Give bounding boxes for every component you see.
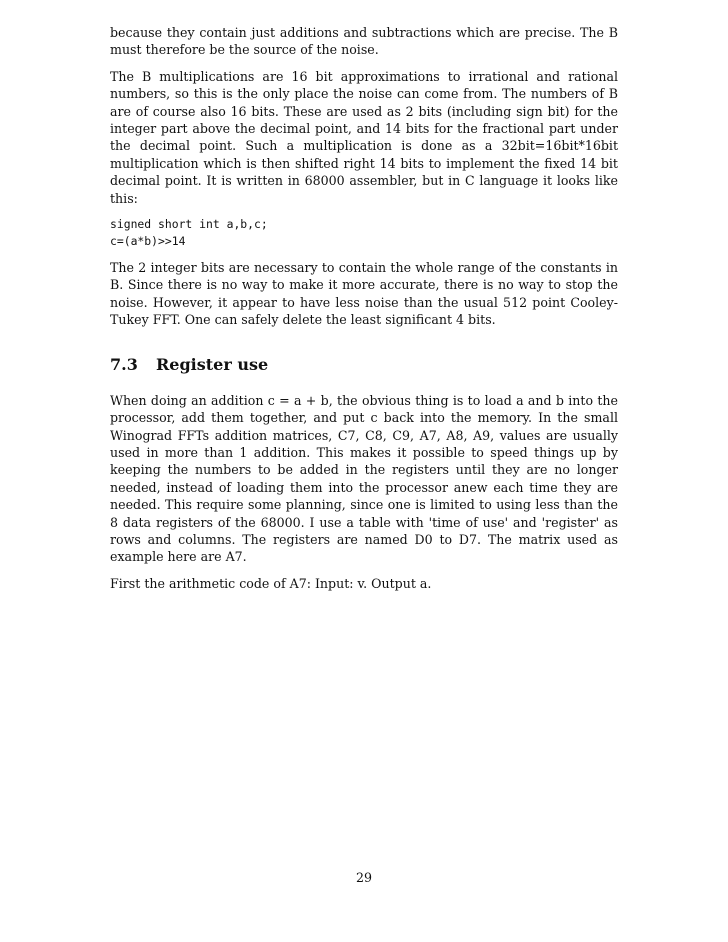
section-heading bbox=[110, 355, 618, 374]
page-number: 29 bbox=[355, 870, 373, 885]
paragraph-1: because they contain just additions and subtractions which are precise. The B must therefore be the source of the noise. bbox=[110, 25, 618, 58]
section-number: 7.3 bbox=[110, 354, 138, 374]
paragraph-2: The B multiplications are 16 bit approximations to irrational and rational numbers, so this is the only place the noise can come from. The numbers of B are of course also 16 bits. These are used as 2 bits (including sign bit) for the integer part above the decimal point, and 14 bits for the fractional part under the decimal point. Such a multiplication is done as a 32bit=16bit*16bit multiplication which is then shifted right 14 bits to implement the fixed 14 bit decimal point. It is written in 68000 assembler, but in C language it looks like this: bbox=[110, 68, 618, 206]
code-line-2: c=(a*b)>>14 bbox=[110, 234, 186, 249]
paragraph-5: First the arithmetic code of A7: Input: v. Output a. bbox=[110, 575, 432, 591]
page-body bbox=[110, 24, 618, 601]
paragraph-3: The 2 integer bits are necessary to contain the whole range of the constants in B. Since there is no way to make it more accurate, there is no way to stop the noise. However, it appear to have less noise than the usual 512 point Cooley-Tukey FFT. One can safely delete the least significant 4 bits. bbox=[110, 260, 618, 328]
section-title: Register use bbox=[156, 354, 269, 374]
code-block bbox=[110, 216, 618, 250]
code-line-1: signed short int a,b,c; bbox=[110, 217, 268, 232]
paragraph-4: When doing an addition c = a + b, the obvious thing is to load a and b into the processor, add them together, and put c back into the memory. In the small Winograd FFTs addition matrices, C7, C8, C9, A7, A8, A9, values are usually used in more than 1 addition. This makes it possible to speed things up by keeping the numbers to be added in the registers until they are no longer needed, instead of loading them into the processor anew each time they are needed. This require some planning, since one is limited to using less than the 8 data registers of the 68000. I use a table with 'time of use' and 'register' as rows and columns. The registers are named D0 to D7. The matrix used as example here are A7. bbox=[110, 392, 618, 565]
